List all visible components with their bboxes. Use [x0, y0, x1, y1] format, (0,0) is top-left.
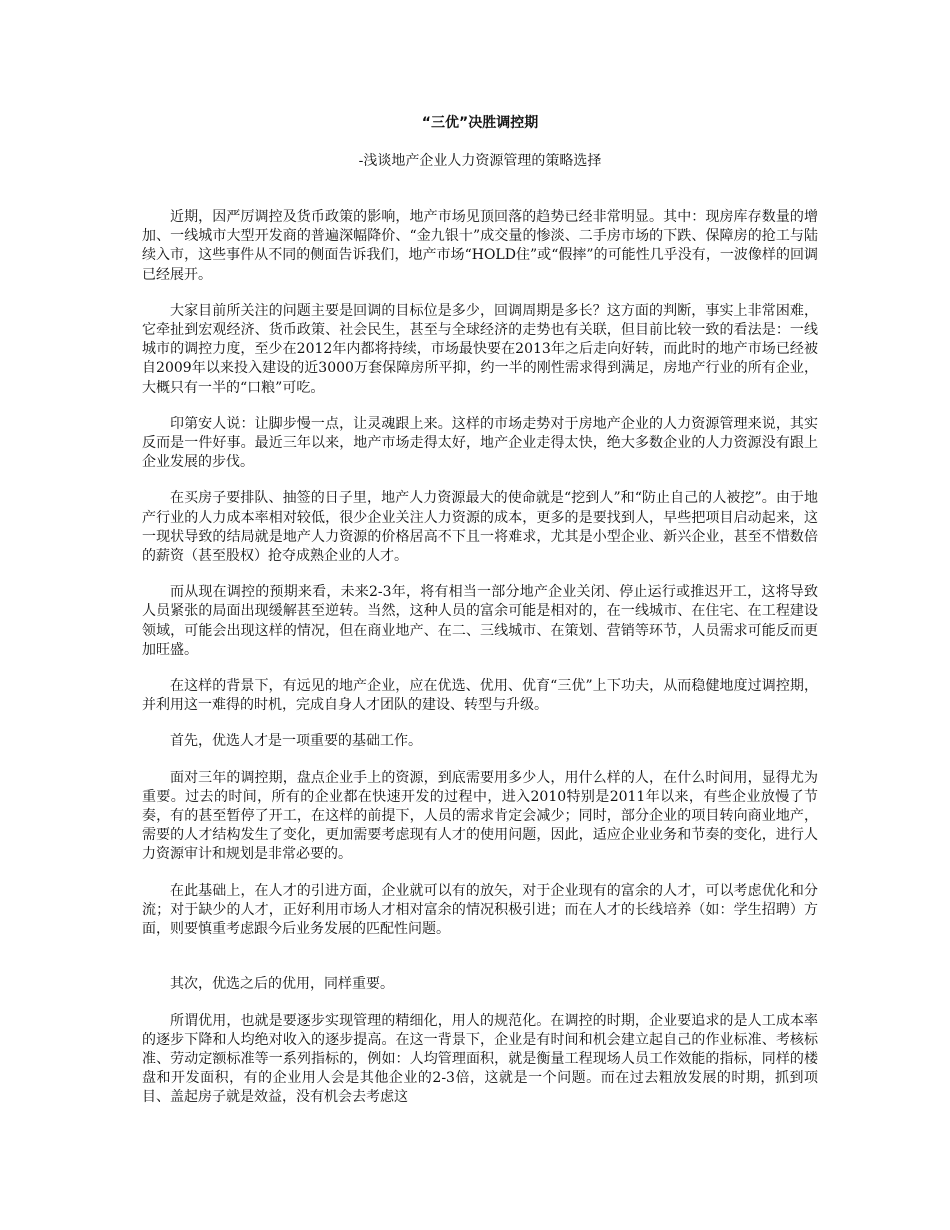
paragraph-6: 在这样的背景下，有远见的地产企业，应在优选、优用、优育“三优”上下功夫，从而稳健地度过调控期，并利用这一难得的时机，完成自身人才团队的建设、转型与升级。: [142, 678, 818, 714]
paragraph-11: 所谓优用，也就是要逐步实现管理的精细化，用人的规范化。在调控的时期，企业要追求的是人工成本率的逐步下降和人均绝对收入的逐步提高。在这一背景下，企业是有时间和机会建立起自己的作业标准、考核标准、劳动定额标准等一系列指标的，例如：人均管理面积，就是衡量工程现场人员工作效能的指标，同样的楼盘和开发面积，有的企业用人会是其他企业的2-3倍，这就是一个问题。而在过去粗放发展的时期，抓到项目、盖起房子就是效益，没有机会去考虑这: [142, 1012, 818, 1106]
paragraph-8: 面对三年的调控期，盘点企业手上的资源，到底需要用多少人，用什么样的人，在什么时间用，显得尤为重要。过去的时间，所有的企业都在快速开发的过程中，进入2010特别是2011年以来，有些企业放慢了节奏，有的甚至暂停了开工，在这样的前提下，人员的需求肯定会减少；同时，部分企业的项目转向商业地产，需要的人才结构发生了变化，更加需要考虑现有人才的使用问题，因此，适应企业业务和节奏的变化，进行人力资源审计和规划是非常必要的。: [142, 769, 818, 863]
paragraph-10: 其次，优选之后的优用，同样重要。: [170, 976, 394, 993]
document-title: “三优”决胜调控期: [421, 115, 539, 131]
document-subtitle: -浅谈地产企业人力资源管理的策略选择: [358, 153, 602, 169]
paragraph-7: 首先，优选人才是一项重要的基础工作。: [170, 733, 422, 750]
paragraph-5: 而从现在调控的预期来看，未来2-3年，将有相当一部分地产企业关闭、停止运行或推迟开工，这将导致人员紧张的局面出现缓解甚至逆转。当然，这种人员的富余可能是相对的，在一线城市、在住宅、在工程建设领域，可能会出现这样的情况，但在商业地产、在二、三线城市、在策划、营销等环节，人员需求可能反而更加旺盛。: [142, 584, 818, 658]
paragraph-1: 近期，因严厉调控及货币政策的影响，地产市场见顶回落的趋势已经非常明显。其中：现房库存数量的增加、一线城市大型开发商的普遍深幅降价、“金九银十”成交量的惨淡、二手房市场的下跌、保障房的抢工与陆续入市，这些事件从不同的侧面告诉我们，地产市场“HOLD住”或“假摔”的可能性几乎没有，一波像样的回调已经展开。: [142, 209, 818, 283]
paragraph-3: 印第安人说：让脚步慢一点，让灵魂跟上来。这样的市场走势对于房地产企业的人力资源管理来说，其实反而是一件好事。最近三年以来，地产市场走得太好，地产企业走得太快，绝大多数企业的人力资源没有跟上企业发展的步伐。: [142, 415, 818, 471]
paragraph-2: 大家目前所关注的问题主要是回调的目标位是多少，回调周期是多长？这方面的判断，事实上非常困难，它牵扯到宏观经济、货币政策、社会民生，甚至与全球经济的走势也有关联，但目前比较一致的看法是：一线城市的调控力度，至少在2012年内都将持续，市场最快要在2013年之后走向好转，而此时的地产市场已经被自2009年以来投入建设的近3000万套保障房所平抑，约一半的刚性需求得到满足，房地产行业的所有企业，大概只有一半的“口粮”可吃。: [142, 302, 818, 396]
paragraph-4: 在买房子要排队、抽签的日子里，地产人力资源最大的使命就是“挖到人”和“防止自己的人被挖”。由于地产行业的人力成本率相对较低，很少企业关注人力资源的成本，更多的是要找到人，早些把项目启动起来，这一现状导致的结局就是地产人力资源的价格居高不下且一将难求，尤其是小型企业、新兴企业，甚至不惜数倍的薪资（甚至股权）抢夺成熟企业的人才。: [142, 490, 818, 565]
document-body: [142, 208, 818, 1125]
paragraph-9: 在此基础上，在人才的引进方面，企业就可以有的放矢，对于企业现有的富余的人才，可以考虑优化和分流；对于缺少的人才，正好利用市场人才相对富余的情况积极引进；而在人才的长线培养（如：学生招聘）方面，则要慎重考虑跟今后业务发展的匹配性问题。: [142, 882, 818, 938]
